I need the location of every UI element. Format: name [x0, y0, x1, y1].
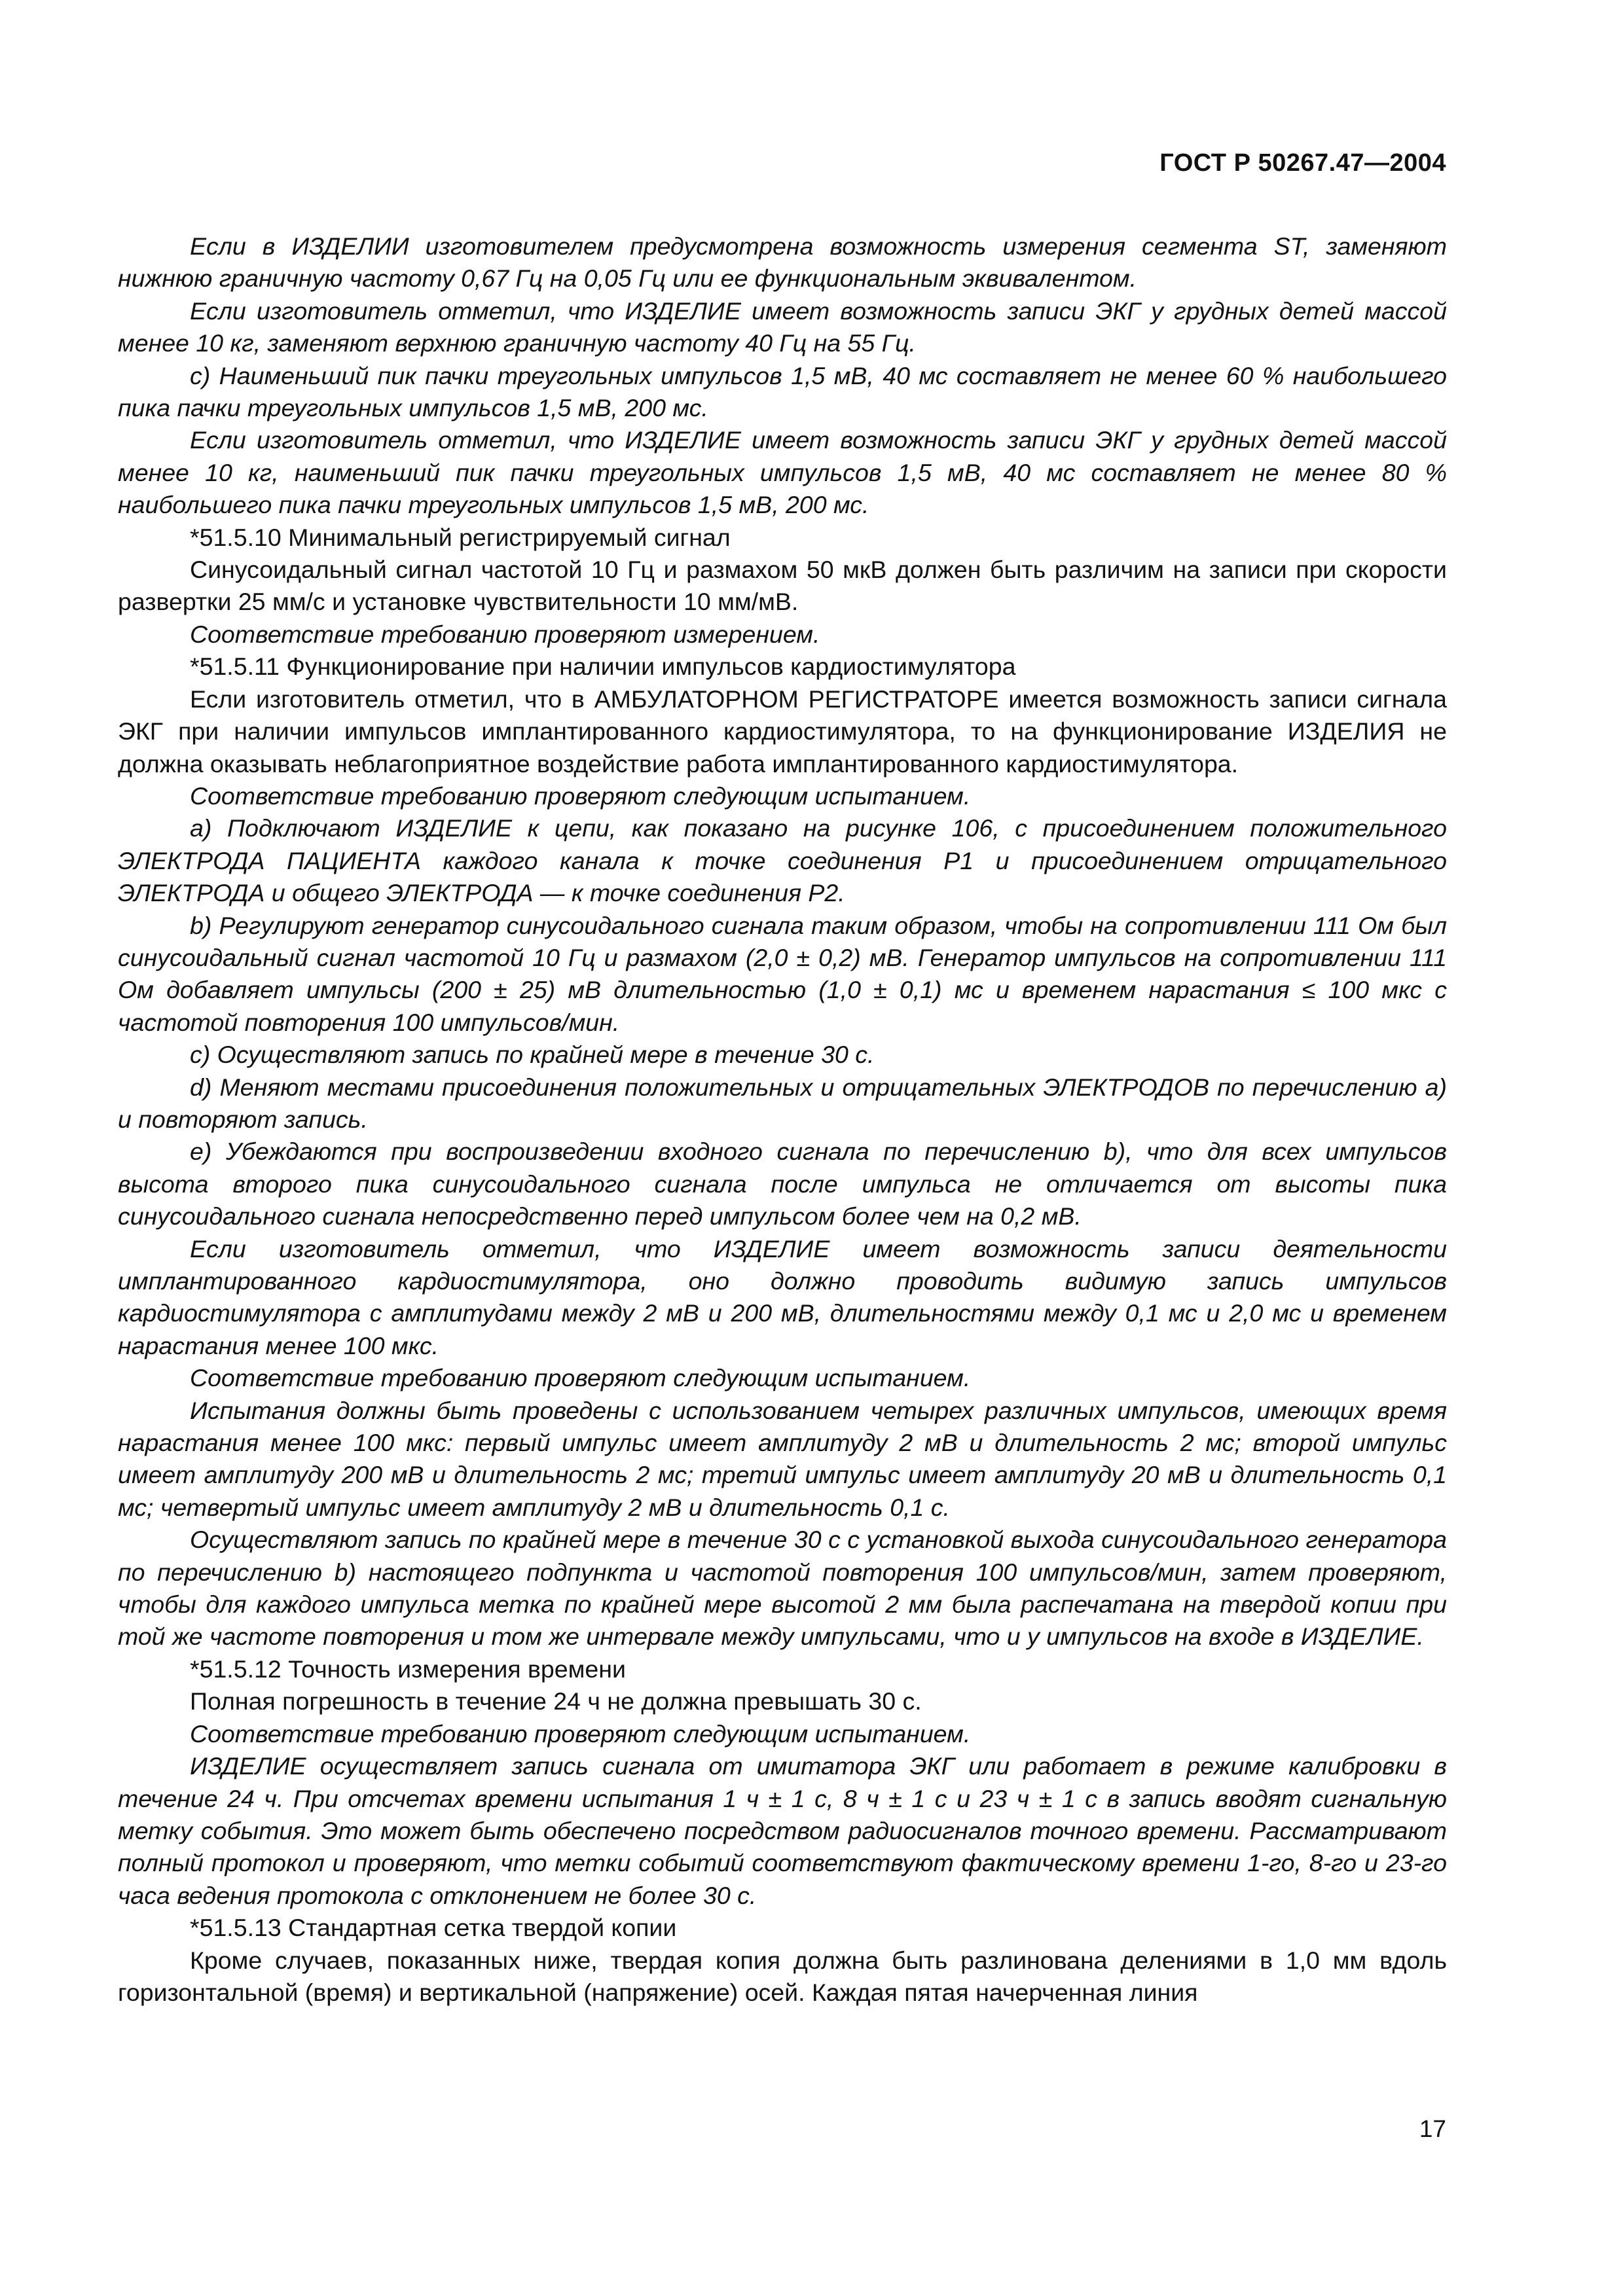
paragraph: Если изготовитель отметил, что ИЗДЕЛИЕ имеет возможность записи ЭКГ у грудных детей массой менее 10 кг, заменяют верхнюю граничную частоту 40 Гц на 55 Гц.: [118, 296, 1447, 357]
list-item-c: с) Осуществляют запись по крайней мере в течение 30 с.: [190, 1041, 875, 1069]
list-item-d: d) Меняют местами присоединения положительных и отрицательных ЭЛЕКТРОДОВ по перечислению а) и повторяют запись.: [118, 1073, 1447, 1133]
paragraph: Если изготовитель отметил, что ИЗДЕЛИЕ имеет возможность записи деятельности имплантированного кардиостимулятора, оно должно проводить видимую запись импульсов кардиостимулятора с амплитудами между 2 мВ и 200 мВ, длительностями между 0,1 мс и 2,0 мс и временем нарастания менее 100 мкс.: [118, 1234, 1447, 1359]
paragraph: Осуществляют запись по крайней мере в течение 30 с с установкой выхода синусоидального генератора по перечислению b) настоящего подпункта и частотой повторения 100 импульсов/мин, затем проверяют, чтобы для каждого импульса метка по крайней мере высотой 2 мм была распечатана на твердой копии при той же частоте повторения и том же интервале между импульсами, что и у импульсов на входе в ИЗДЕЛИЕ.: [118, 1526, 1447, 1651]
list-item-a: а) Подключают ИЗДЕЛИЕ к цепи, как показано на рисунке 106, с присоединением положительного ЭЛЕКТРОДА ПАЦИЕНТА каждого канала к точке соединения Р1 и присоединением отрицательного ЭЛЕКТРОДА и общего ЭЛЕКТРОДА — к точке соединения Р2.: [118, 814, 1447, 907]
paragraph: Соответствие требованию проверяют следующим испытанием.: [190, 1364, 971, 1392]
paragraph: Соответствие требованию проверяют измерением.: [190, 620, 820, 648]
paragraph: Если изготовитель отметил, что в АМБУЛАТОРНОМ РЕГИСТРАТОРЕ имеется возможность записи сигнала ЭКГ при наличии импульсов имплантированного кардиостимулятора, то на функционирование ИЗДЕЛИЯ не должна оказывать неблагоприятное воздействие работа имплантированного кардиостимулятора.: [118, 685, 1447, 778]
document-body: [118, 230, 1447, 2009]
paragraph: Полная погрешность в течение 24 ч не должна превышать 30 с.: [190, 1687, 922, 1715]
paragraph: Соответствие требованию проверяют следующим испытанием.: [190, 1719, 971, 1748]
section-heading-51-5-12: *51.5.12 Точность измерения времени: [190, 1655, 626, 1683]
paragraph: Соответствие требованию проверяют следующим испытанием.: [190, 781, 971, 810]
paragraph: Испытания должны быть проведены с использованием четырех различных импульсов, имеющих время нарастания менее 100 мкс: первый импульс имеет амплитуду 2 мВ и длительность 2 мс; второй импульс имеет амплитуду 200 мВ и длительность 2 мс; третий импульс имеет амплитуду 20 мВ и длительность 0,1 мс; четвертый импульс имеет амплитуду 2 мВ и длительность 0,1 с.: [118, 1396, 1447, 1521]
paragraph: Кроме случаев, показанных ниже, твердая копия должна быть разлинована делениями в 1,0 мм вдоль горизонтальной (время) и вертикальной (напряжение) осей. Каждая пятая начерченная линия: [118, 1946, 1447, 2006]
page-number: 17: [1419, 2115, 1446, 2142]
section-heading-51-5-11: *51.5.11 Функционирование при наличии импульсов кардиостимулятора: [190, 653, 1016, 681]
document-header: ГОСТ Р 50267.47—2004: [1159, 149, 1446, 177]
section-heading-51-5-10: *51.5.10 Минимальный регистрируемый сигнал: [190, 523, 731, 551]
list-item-e: e) Убеждаются при воспроизведении входного сигнала по перечислению b), что для всех импульсов высота второго пика синусоидального сигнала после импульса не отличается от высоты пика синусоидального сигнала непосредственно перед импульсом более чем на 0,2 мВ.: [118, 1138, 1447, 1230]
paragraph: Если изготовитель отметил, что ИЗДЕЛИЕ имеет возможность записи ЭКГ у грудных детей массой менее 10 кг, наименьший пик пачки треугольных импульсов 1,5 мВ, 40 мс составляет не менее 80 % наибольшего пика пачки треугольных импульсов 1,5 мВ, 200 мс.: [118, 426, 1447, 519]
paragraph: Синусоидальный сигнал частотой 10 Гц и размахом 50 мкВ должен быть различим на записи при скорости развертки 25 мм/с и установке чувствительности 10 мм/мВ.: [118, 556, 1447, 616]
paragraph: Если в ИЗДЕЛИИ изготовителем предусмотрена возможность измерения сегмента ST, заменяют нижнюю граничную частоту 0,67 Гц на 0,05 Гц или ее функциональным эквивалентом.: [118, 232, 1447, 293]
section-heading-51-5-13: *51.5.13 Стандартная сетка твердой копии: [190, 1914, 677, 1942]
paragraph: с) Наименьший пик пачки треугольных импульсов 1,5 мВ, 40 мс составляет не менее 60 % наибольшего пика пачки треугольных импульсов 1,5 мВ, 200 мс.: [118, 361, 1447, 422]
paragraph: ИЗДЕЛИЕ осуществляет запись сигнала от имитатора ЭКГ или работает в режиме калибровки в течение 24 ч. При отсчетах времени испытания 1 ч ± 1 с, 8 ч ± 1 с и 23 ч ± 1 с в запись вводят сигнальную метку события. Это может быть обеспечено посредством радиосигналов точного времени. Рассматривают полный протокол и проверяют, что метки событий соответствуют фактическому времени 1-го, 8-го и 23-го часа ведения протокола с отклонением не более 30 с.: [118, 1752, 1447, 1909]
list-item-b: b) Регулируют генератор синусоидального сигнала таким образом, чтобы на сопротивлении 111 Ом был синусоидальный сигнал частотой 10 Гц и размахом (2,0 ± 0,2) мВ. Генератор импульсов на сопротивлении 111 Ом добавляет импульсы (200 ± 25) мВ длительностью (1,0 ± 0,1) мс и временем нарастания ≤ 100 мкс с частотой повторения 100 импульсов/мин.: [118, 911, 1447, 1036]
